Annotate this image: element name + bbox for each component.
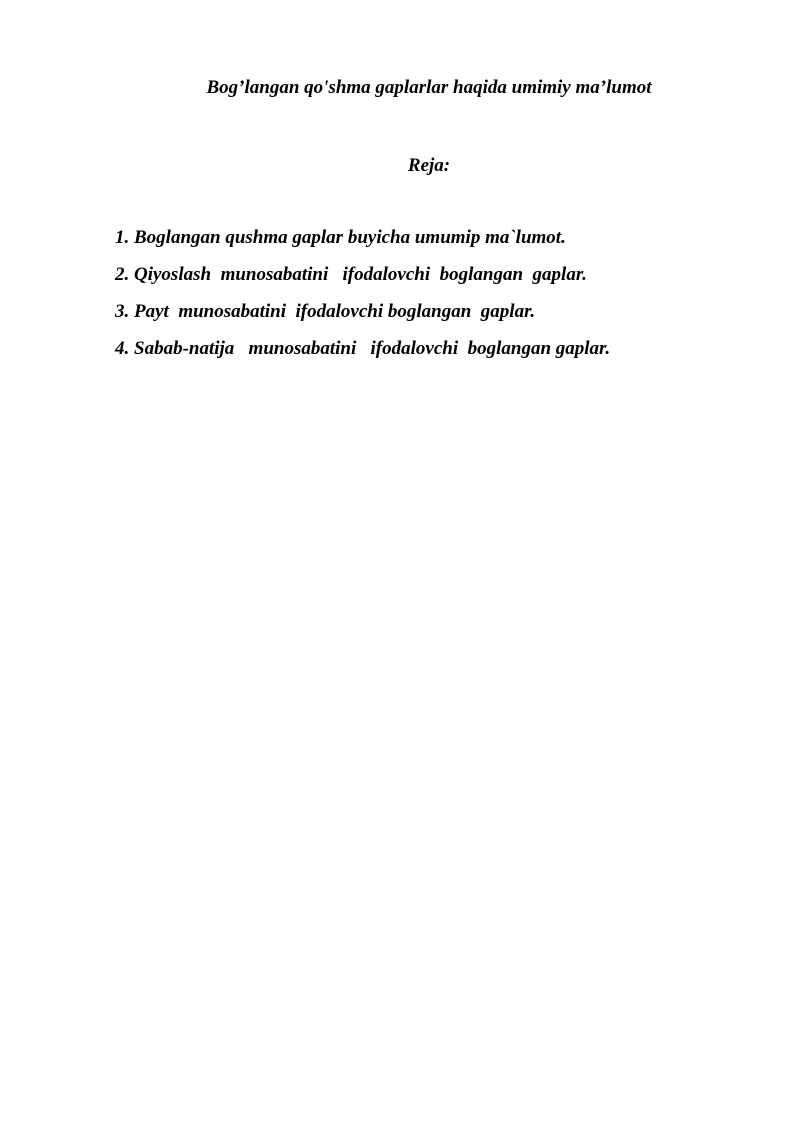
plan-heading: Reja: (407, 155, 451, 176)
plan-item-2: 2. Qiyoslash munosabatini ifodalovchi boglangan gaplar. (115, 264, 587, 285)
plan-item-4: 4. Sabab-natija munosabatini ifodalovchi boglangan gaplar. (115, 338, 611, 359)
plan-item-1: 1. Boglangan qushma gaplar buyicha umumip ma`lumot. (115, 227, 566, 248)
plan-list (115, 226, 610, 374)
document-title: Bog’langan qo'shma gaplarlar haqida umimiy ma’lumot (206, 77, 652, 98)
plan-item-3: 3. Payt munosabatini ifodalovchi boglangan gaplar. (115, 301, 536, 322)
